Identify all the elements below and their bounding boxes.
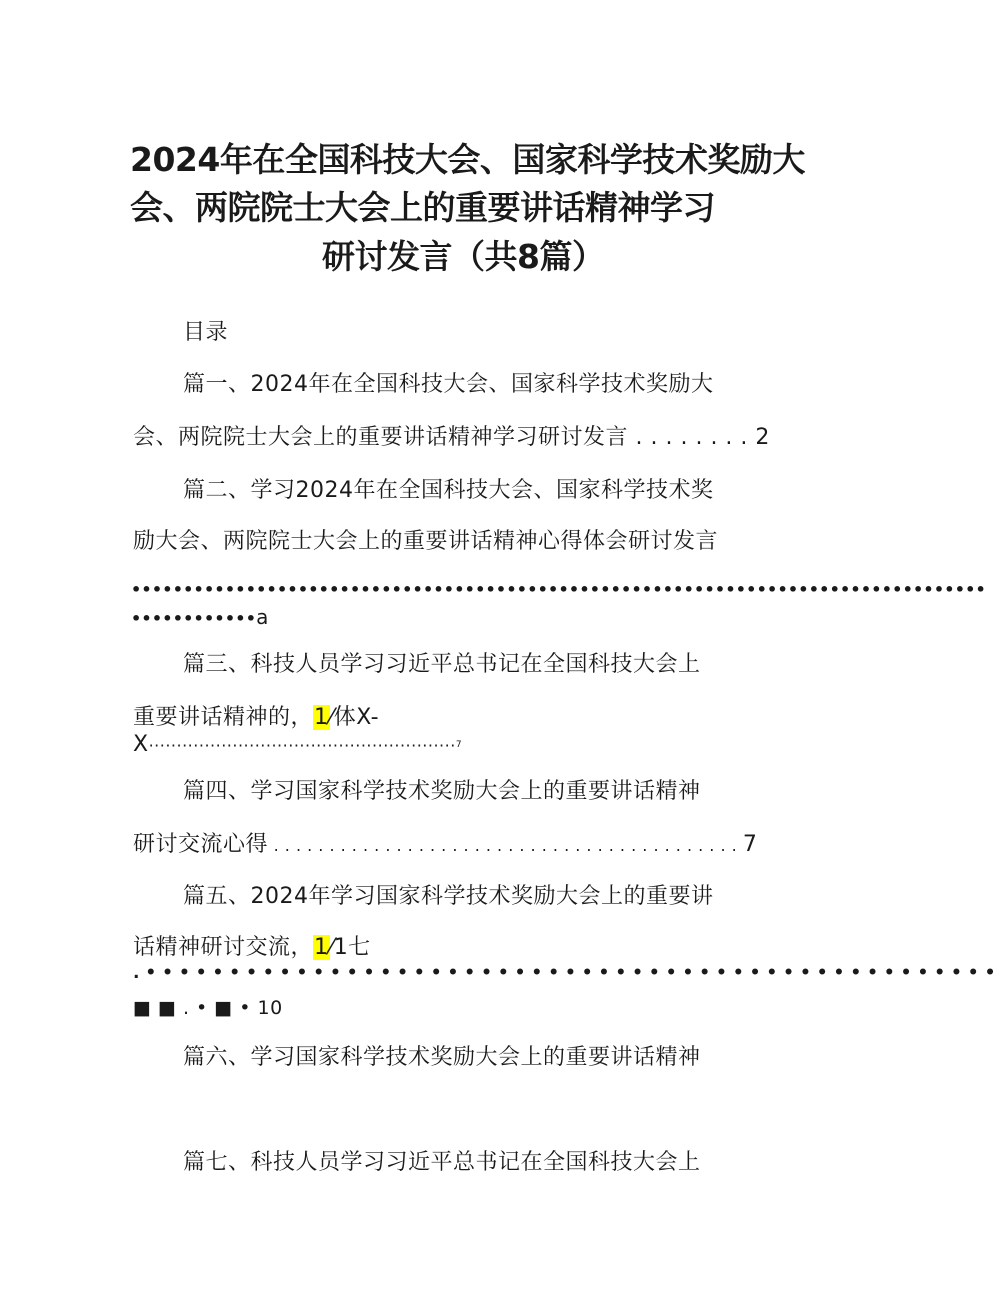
toc-entry-5-line-1: 篇五、2024年学习国家科学技术奖励大会上的重要讲 (183, 884, 714, 909)
toc-entry-3-line3-prefix: X (133, 732, 149, 757)
toc-entry-2-line-4 (131, 602, 269, 634)
toc-entry-4-page: 7 (742, 832, 758, 857)
toc-entry-5-line-3 (133, 958, 996, 988)
document-title-line-3: 研讨发言（共8篇） (322, 237, 605, 276)
toc-entry-3-prefix: 重要讲话精神的， (133, 705, 314, 730)
toc-entry-6-line-1: 篇六、学习国家科学技术奖励大会上的重要讲话精神 (183, 1045, 701, 1070)
toc-entry-2-line-2: 励大会、两院院士大会上的重要讲话精神心得体会研讨发言 (133, 529, 719, 554)
toc-entry-2-page: a (256, 605, 269, 629)
highlight-mark: 1 (314, 705, 329, 730)
toc-entry-1-line-2 (133, 423, 770, 453)
toc-entry-1-title: 会、两院院士大会上的重要讲话精神学习研讨发言 (133, 425, 629, 450)
toc-entry-1-line-1: 篇一、2024年在全国科技大会、国家科学技术奖励大 (183, 372, 714, 397)
toc-entry-3-line-1: 篇三、科技人员学习习近平总书记在全国科技大会上 (183, 652, 701, 677)
toc-entry-4-leader: . . . . . . . . . . . . . . . . . . . . . . . . . . . . . . . . . . . . . . . . . . (268, 836, 743, 855)
toc-entry-3-page: 7 (455, 740, 463, 750)
toc-entry-5-suffix: ⁄1七 (329, 935, 371, 960)
toc-entry-1-leader: . . . . . . . . (628, 425, 756, 450)
toc-entry-5-prefix: 话精神研讨交流， (133, 935, 314, 960)
toc-entry-1-page: 2 (755, 425, 770, 450)
toc-entry-2-leader-full: •••••••••••••••••••••••••••••••••••••••••••••••••••••••••••••••••••••••••••••••••• (131, 580, 986, 599)
toc-entry-3-leader: ······················································· (148, 736, 456, 755)
document-title-line-1: 2024年在全国科技大会、国家科学技术奖励大 (130, 140, 805, 179)
highlight-mark: 1 (314, 935, 329, 960)
toc-entry-4-line-2 (133, 830, 757, 861)
toc-entry-7-line-1: 篇七、科技人员学习习近平总书记在全国科技大会上 (183, 1150, 701, 1175)
toc-entry-4-title: 研讨交流心得 (133, 832, 269, 857)
toc-entry-5-line-4: ■ ■ . • ■ • 10 (133, 997, 283, 1019)
toc-entry-3-line-3 (133, 730, 462, 761)
toc-entry-3-line-2 (133, 703, 379, 733)
toc-entry-5-line3-prefix: . (133, 963, 140, 983)
toc-heading: 目录 (183, 320, 229, 345)
toc-entry-3-suffix: ⁄体X- (329, 705, 380, 730)
toc-entry-2-line-1: 篇二、学习2024年在全国科技大会、国家科学技术奖 (183, 478, 714, 503)
document-title-line-2: 会、两院院士大会上的重要讲话精神学习 (130, 188, 715, 227)
toc-entry-5-leader: • • • • • • • • • • • • • • • • • • • • • • • • • • • • • • • • • • • • • • • • • • • • • • • • • • • (139, 963, 996, 983)
toc-entry-2-leader-short: •••••••••••• (131, 609, 257, 628)
toc-entry-4-line-1: 篇四、学习国家科学技术奖励大会上的重要讲话精神 (183, 779, 701, 804)
